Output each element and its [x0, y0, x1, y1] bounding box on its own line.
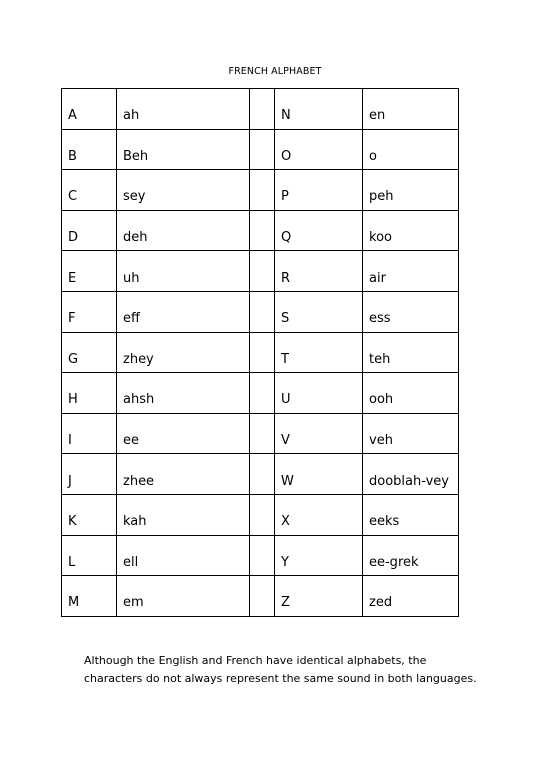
letter-left-cell	[62, 373, 117, 414]
sound-left-cell	[117, 413, 250, 454]
sound-right-cell	[363, 413, 459, 454]
letter-right-text: S	[281, 311, 290, 327]
letter-right-cell	[275, 291, 363, 332]
sound-left-text: ee	[123, 433, 139, 449]
sound-right-cell	[363, 89, 459, 130]
letter-right-cell	[275, 576, 363, 617]
sound-right-text: koo	[369, 230, 392, 246]
letter-left-cell	[62, 291, 117, 332]
letter-right-text: R	[281, 270, 291, 286]
alphabet-table	[61, 88, 459, 617]
table-row	[62, 210, 459, 251]
sound-right-cell	[363, 454, 459, 495]
letter-right-cell	[275, 454, 363, 495]
separator-cell	[250, 291, 275, 332]
letter-right-cell	[275, 494, 363, 535]
separator-cell	[250, 413, 275, 454]
sound-left-cell	[117, 535, 250, 576]
alphabet-table-body	[62, 89, 459, 617]
sound-right-text: peh	[369, 189, 394, 205]
sound-left-cell	[117, 170, 250, 211]
table-row	[62, 454, 459, 495]
sound-left-text: zhee	[123, 473, 155, 489]
sound-right-text: teh	[369, 351, 391, 367]
table-row	[62, 373, 459, 414]
separator-cell	[250, 454, 275, 495]
sound-left-text: eff	[123, 311, 140, 327]
page-title: FRENCH ALPHABET	[228, 66, 322, 77]
letter-left-text: J	[68, 473, 72, 489]
sound-right-text: air	[369, 270, 386, 286]
sound-left-cell	[117, 576, 250, 617]
letter-left-text: I	[68, 433, 72, 449]
letter-right-text: Z	[281, 595, 290, 611]
letter-right-cell	[275, 170, 363, 211]
letter-left-text: E	[68, 270, 77, 286]
sound-left-text: Beh	[123, 148, 149, 164]
sound-right-text: dooblah-vey	[369, 473, 449, 489]
letter-left-text: M	[68, 595, 80, 611]
separator-cell	[250, 373, 275, 414]
letter-right-cell	[275, 89, 363, 130]
table-row	[62, 535, 459, 576]
sound-left-text: zhey	[123, 351, 154, 367]
letter-left-cell	[62, 89, 117, 130]
sound-right-cell	[363, 494, 459, 535]
sound-right-text: ee-grek	[369, 554, 419, 570]
letter-right-cell	[275, 129, 363, 170]
letter-right-text: Q	[281, 230, 292, 246]
letter-left-text: A	[68, 108, 77, 124]
letter-left-text: B	[68, 148, 77, 164]
separator-cell	[250, 129, 275, 170]
sound-left-cell	[117, 454, 250, 495]
letter-right-text: T	[281, 351, 289, 367]
sound-right-text: ooh	[369, 392, 394, 408]
separator-cell	[250, 170, 275, 211]
sound-left-cell	[117, 210, 250, 251]
sound-left-cell	[117, 251, 250, 292]
sound-right-cell	[363, 535, 459, 576]
table-row	[62, 576, 459, 617]
letter-right-cell	[275, 535, 363, 576]
letter-left-text: K	[68, 514, 77, 530]
separator-cell	[250, 210, 275, 251]
sound-left-cell	[117, 129, 250, 170]
sound-right-text: veh	[369, 433, 393, 449]
sound-right-text: en	[369, 108, 386, 124]
sound-left-cell	[117, 291, 250, 332]
alphabet-note	[84, 652, 484, 688]
letter-left-cell	[62, 129, 117, 170]
letter-left-text: F	[68, 311, 76, 327]
sound-right-cell	[363, 373, 459, 414]
separator-cell	[250, 332, 275, 373]
table-row	[62, 89, 459, 130]
letter-left-text: L	[68, 554, 76, 570]
letter-right-cell	[275, 251, 363, 292]
table-row	[62, 494, 459, 535]
table-row	[62, 251, 459, 292]
sound-left-cell	[117, 494, 250, 535]
sound-right-cell	[363, 576, 459, 617]
letter-left-text: H	[68, 392, 78, 408]
letter-right-cell	[275, 413, 363, 454]
table-row	[62, 170, 459, 211]
sound-left-text: ahsh	[123, 392, 155, 408]
sound-left-text: ah	[123, 108, 140, 124]
sound-left-text: kah	[123, 514, 147, 530]
sound-left-text: deh	[123, 230, 148, 246]
sound-left-text: uh	[123, 270, 140, 286]
sound-left-cell	[117, 89, 250, 130]
letter-left-cell	[62, 332, 117, 373]
letter-right-cell	[275, 373, 363, 414]
table-row	[62, 291, 459, 332]
sound-right-text: o	[369, 148, 377, 164]
sound-right-text: eeks	[369, 514, 400, 530]
letter-left-cell	[62, 576, 117, 617]
letter-right-text: U	[281, 392, 291, 408]
separator-cell	[250, 251, 275, 292]
sound-right-text: ess	[369, 311, 391, 327]
letter-left-cell	[62, 413, 117, 454]
table-row	[62, 413, 459, 454]
sound-left-cell	[117, 373, 250, 414]
letter-left-cell	[62, 535, 117, 576]
letter-right-text: P	[281, 189, 289, 205]
sound-left-cell	[117, 332, 250, 373]
letter-left-cell	[62, 454, 117, 495]
note-line-2: characters do not always represent the same sound in both languages.	[84, 672, 477, 685]
letter-left-cell	[62, 170, 117, 211]
letter-left-cell	[62, 210, 117, 251]
sound-left-text: sey	[123, 189, 146, 205]
letter-left-text: D	[68, 230, 79, 246]
letter-left-cell	[62, 494, 117, 535]
sound-right-text: zed	[369, 595, 393, 611]
sound-right-cell	[363, 291, 459, 332]
separator-cell	[250, 576, 275, 617]
sound-right-cell	[363, 251, 459, 292]
note-line-1: Although the English and French have identical alphabets, the	[84, 654, 427, 667]
letter-right-text: N	[281, 108, 291, 124]
letter-left-cell	[62, 251, 117, 292]
letter-right-text: Y	[281, 554, 289, 570]
letter-right-cell	[275, 332, 363, 373]
separator-cell	[250, 89, 275, 130]
table-row	[62, 332, 459, 373]
sound-right-cell	[363, 170, 459, 211]
sound-right-cell	[363, 332, 459, 373]
letter-right-text: O	[281, 148, 292, 164]
letter-left-text: C	[68, 189, 78, 205]
sound-right-cell	[363, 129, 459, 170]
sound-left-text: ell	[123, 554, 139, 570]
sound-right-cell	[363, 210, 459, 251]
letter-right-text: X	[281, 514, 290, 530]
letter-right-cell	[275, 210, 363, 251]
sound-left-text: em	[123, 595, 144, 611]
letter-left-text: G	[68, 351, 79, 367]
separator-cell	[250, 494, 275, 535]
table-row	[62, 129, 459, 170]
separator-cell	[250, 535, 275, 576]
letter-right-text: V	[281, 433, 290, 449]
letter-right-text: W	[281, 473, 294, 489]
